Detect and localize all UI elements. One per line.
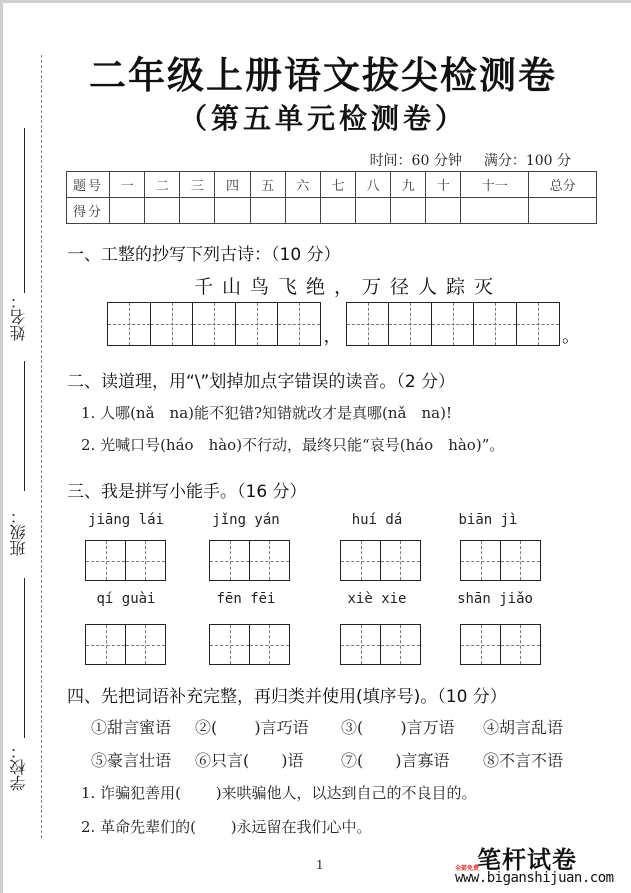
idiom-item: ①甜言蜜语	[91, 718, 172, 737]
idiom-item: ⑧不言不语	[483, 751, 564, 770]
pinyin-text: jǐng yán	[212, 512, 280, 528]
score-cell[interactable]	[180, 198, 215, 224]
name-field[interactable]	[11, 128, 27, 491]
idiom-item: ②( )言巧语	[195, 718, 309, 737]
writing-cell[interactable]	[460, 540, 501, 581]
score-table-score-row	[67, 198, 597, 224]
pinyin-item	[85, 512, 167, 532]
pinyin-item	[85, 591, 167, 611]
pinyin-item	[205, 591, 287, 611]
score-header-cell: 一	[110, 172, 145, 198]
score-header-cell: 四	[215, 172, 250, 198]
brand-name: 笔杆试卷	[477, 846, 577, 874]
question-2-1: 1. 人哪(nǎ na)能不犯错?知错就改才是真哪(nǎ na)!	[81, 404, 452, 422]
pinyin-text: jiāng lái	[88, 512, 164, 528]
writing-cell[interactable]	[346, 302, 390, 346]
score-cell[interactable]	[145, 198, 180, 224]
writing-cell[interactable]	[340, 540, 381, 581]
score-header-cell: 总分	[529, 172, 597, 198]
brand-url: www.biganshijuan.com	[455, 870, 614, 886]
pinyin-item	[447, 512, 529, 532]
score-header-cell: 二	[145, 172, 180, 198]
score-header-cell: 十	[426, 172, 461, 198]
writing-cell[interactable]	[431, 302, 475, 346]
class-label: 班级：	[9, 508, 28, 556]
writing-cell[interactable]	[277, 302, 321, 346]
poem-period: 。	[562, 326, 580, 347]
writing-cell[interactable]	[249, 624, 290, 665]
name-underline	[24, 128, 25, 293]
pinyin-answer-box	[460, 540, 539, 581]
score-cell[interactable]	[461, 198, 529, 224]
name-label: 姓名：	[9, 293, 28, 341]
score-table-header-row	[67, 172, 597, 198]
pinyin-text: qí guài	[96, 591, 156, 607]
writing-cell[interactable]	[125, 540, 166, 581]
class-underline	[24, 578, 25, 738]
section-3-heading: 三、我是拼写小能手。（16 分）	[67, 482, 307, 502]
pinyin-text: biān jì	[458, 512, 518, 528]
question-2-2: 2. 光喊口号(háo hào)不行动，最终只能“哀号(háo hào)”。	[81, 436, 505, 454]
question-4-1: 1. 诈骗犯善用( )来哄骗他人，以达到自己的不良目的。	[81, 784, 477, 802]
page-subtitle: （第五单元检测卷）	[178, 102, 467, 135]
pinyin-item	[336, 512, 418, 532]
writing-cell[interactable]	[85, 624, 126, 665]
section-1-heading: 一、工整的抄写下列古诗：（10 分）	[67, 245, 341, 265]
section-4-heading: 四、先把词语补充完整，再归类并使用(填序号)。（10 分）	[67, 687, 507, 707]
score-header-cell: 九	[391, 172, 426, 198]
score-cell[interactable]	[110, 198, 145, 224]
pinyin-answer-box	[460, 624, 539, 665]
poem-writing-grid	[107, 302, 584, 346]
writing-cell[interactable]	[500, 624, 541, 665]
writing-cell[interactable]	[125, 624, 166, 665]
score-cell[interactable]	[320, 198, 355, 224]
pinyin-text: huí dá	[351, 512, 403, 528]
page-number: 1	[316, 858, 324, 872]
binding-dashed-line	[41, 55, 42, 838]
poem-comma: ，	[323, 326, 342, 347]
pinyin-answer-box	[340, 624, 419, 665]
pinyin-item	[454, 591, 536, 611]
writing-cell[interactable]	[516, 302, 560, 346]
writing-cell[interactable]	[500, 540, 541, 581]
idiom-item: ⑦( )言寡语	[341, 751, 450, 770]
score-cell[interactable]	[391, 198, 426, 224]
school-label: 学校：	[9, 743, 28, 791]
idiom-item: ④胡言乱语	[483, 718, 564, 737]
score-header-cell: 题号	[67, 172, 110, 198]
pinyin-item	[205, 512, 287, 532]
score-cell[interactable]	[426, 198, 461, 224]
pinyin-answer-box	[340, 540, 419, 581]
score-table	[66, 171, 597, 224]
writing-cell[interactable]	[388, 302, 432, 346]
writing-cell[interactable]	[235, 302, 279, 346]
score-header-cell: 五	[250, 172, 285, 198]
writing-cell[interactable]	[340, 624, 381, 665]
pinyin-answer-box	[85, 624, 164, 665]
pinyin-answer-box	[209, 624, 288, 665]
writing-cell[interactable]	[107, 302, 151, 346]
poem-line: 千山鸟飞绝，万径人踪灭	[193, 276, 502, 298]
writing-cell[interactable]	[249, 540, 290, 581]
writing-cell[interactable]	[209, 624, 250, 665]
writing-cell[interactable]	[473, 302, 517, 346]
pinyin-text: shān jiǎo	[457, 591, 533, 607]
score-cell[interactable]	[529, 198, 597, 224]
score-header-cell: 十一	[461, 172, 529, 198]
pinyin-item	[336, 591, 418, 611]
score-header-cell: 六	[285, 172, 320, 198]
writing-cell[interactable]	[150, 302, 194, 346]
score-header-cell: 三	[180, 172, 215, 198]
writing-cell[interactable]	[380, 624, 421, 665]
question-4-2: 2. 革命先辈们的( )永远留在我们心中。	[81, 818, 372, 836]
writing-cell[interactable]	[192, 302, 236, 346]
school-field[interactable]	[11, 743, 27, 791]
class-field[interactable]	[11, 508, 27, 738]
writing-cell[interactable]	[380, 540, 421, 581]
idiom-item: ⑥只言( )语	[195, 751, 304, 770]
page-title: 二年级上册语文拔尖检测卷	[89, 54, 557, 97]
score-cell[interactable]	[355, 198, 390, 224]
writing-cell[interactable]	[209, 540, 250, 581]
pinyin-answer-box	[209, 540, 288, 581]
section-2-heading: 二、读道理，用“\”划掉加点字错误的读音。（2 分）	[67, 372, 456, 392]
score-header-cell: 七	[320, 172, 355, 198]
exam-page	[3, 3, 631, 893]
pinyin-answer-box	[85, 540, 164, 581]
writing-cell[interactable]	[460, 624, 501, 665]
idiom-item: ⑤豪言壮语	[91, 751, 172, 770]
score-cell[interactable]	[250, 198, 285, 224]
idiom-row-2	[91, 748, 563, 771]
idiom-row-1	[91, 715, 563, 738]
score-header-cell: 八	[355, 172, 390, 198]
time-limit: 时间：60 分钟	[369, 153, 462, 169]
brand-tag: 全部免费	[455, 865, 480, 872]
pinyin-text: fēn fēi	[216, 591, 276, 607]
full-score: 满分：100 分	[483, 153, 571, 169]
idiom-item: ③( )言万语	[341, 718, 455, 737]
exam-meta	[370, 150, 571, 170]
writing-cell[interactable]	[85, 540, 126, 581]
score-cell[interactable]	[215, 198, 250, 224]
pinyin-text: xiè xie	[347, 591, 407, 607]
score-cell[interactable]	[285, 198, 320, 224]
name-underline-lower	[24, 361, 25, 491]
score-row-label: 得分	[67, 198, 110, 224]
